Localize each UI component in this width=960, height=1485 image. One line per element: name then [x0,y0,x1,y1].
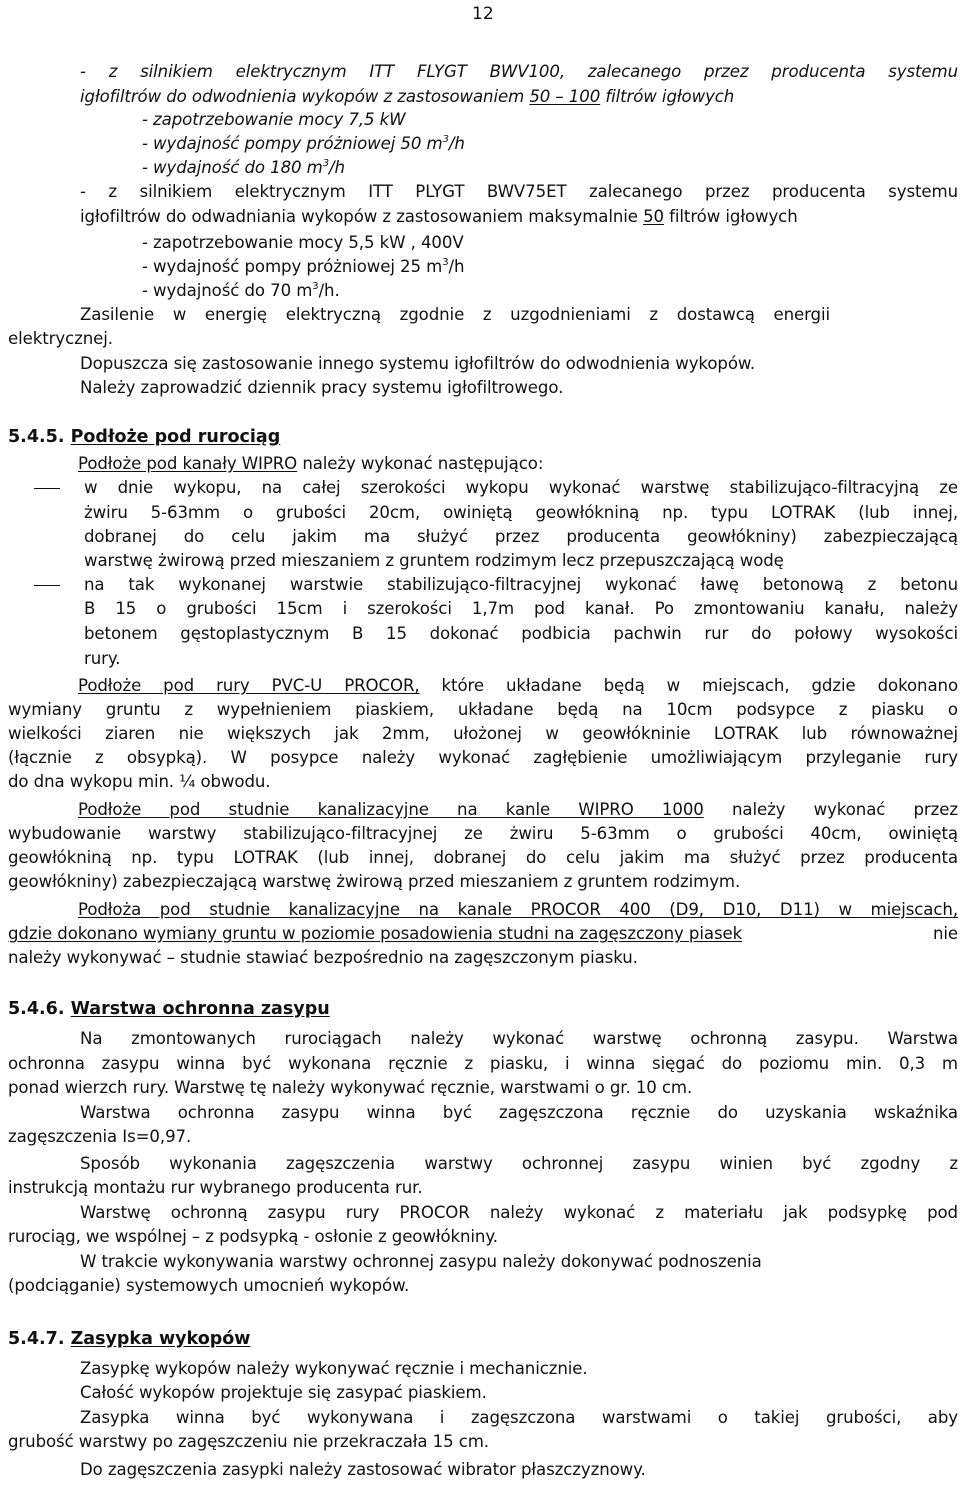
pump2-line1: - z silnikiem elektrycznym ITT PLYGT BWV75ET zalecanego przez producenta systemu [80,182,958,201]
s546-p4-l2: rurociąg, we wspólnej – z podsypką - osłonie z geowłókniny. [8,1227,498,1246]
s545-pvc-l1: Podłoże pod rury PVC-U PROCOR, które układane będą w miejscach, gdzie dokonano [78,676,958,695]
section-545-heading: 5.4.5. Podłoże pod rurociąg [8,427,281,447]
s545-wipro-l2: wybudowanie warstwy stabilizująco-filtracyjnej ze żwiru 5-63mm o grubości 40cm, owiniętą [8,824,958,843]
s546-p5-l2: (podciąganie) systemowych umocnień wykopów. [8,1276,410,1295]
s545-procor-l3: należy wykonywać – studnie stawiać bezpośrednio na zagęszczonym piasku. [8,948,638,967]
s545-b1-l2: żwiru 5-63mm o grubości 20cm, owiniętą geowłókniną np. typu LOTRAK (lub innej, [84,503,958,522]
s546-p3-l2: instrukcją montażu rur wybranego producenta rur. [8,1178,423,1197]
pump2-capacity: - wydajność do 70 $m^3/h$. [142,281,340,300]
section-547-heading: 5.4.7. Zasypka wykopów [8,1329,251,1349]
pump2-vacuum-capacity: - wydajność pompy próżniowej 25 $m^3/h$ [142,257,465,276]
s547-line1: Zasypkę wykopów należy wykonywać ręcznie i mechanicznie. [80,1359,588,1378]
bullet-dash [34,488,60,489]
s545-b2-l3: betonem gęstoplastycznym B 15 dokonać podbicia pachwin rur do połowy wysokości [84,624,958,643]
s545-pvc-l5: do dna wykopu min. ¼ obwodu. [8,772,271,791]
s547-line3: Zasypka winna być wykonywana i zagęszczona warstwami o takiej grubości, aby [80,1408,958,1427]
s546-p1-l1: Na zmontowanych rurociągach należy wykonać warstwę ochronną zasypu. Warstwa [80,1029,958,1048]
s545-pvc-l2: wymiany gruntu z wypełnieniem piaskiem, układane będą na 10cm podsypce z piasku o [8,700,958,719]
logbook-note: Należy zaprowadzić dziennik pracy systemu igłofiltrowego. [80,378,564,397]
pump1-capacity: - wydajność do 180 $m^3/h$ [142,158,345,177]
s547-line5: Do zagęszczenia zasypki należy zastosować wibrator płaszczyznowy. [80,1460,646,1479]
s546-p2-l1: Warstwa ochronna zasypu winna być zagęszczona ręcznie do uzyskania wskaźnika [80,1103,958,1122]
s545-b1-l3: dobranej do celu jakim ma służyć przez producenta geowłókniny) zabezpieczającą [84,527,958,546]
power-supply-line1: Zasilenie w energię elektryczną zgodnie z uzgodnieniami z dostawcą energii [80,305,830,324]
s547-line4: grubość warstwy po zagęszczeniu nie przekraczała 15 cm. [8,1432,489,1451]
s545-pvc-l3: wielkości ziaren nie większych jak 2mm, ułożonej w geowłókninie LOTRAK lub równoważnej [8,724,958,743]
s546-p4-l1: Warstwę ochronną zasypu rury PROCOR należy wykonać z materiału jak podsypkę pod [80,1203,958,1222]
s546-p1-l2: ochronna zasypu winna być wykonana ręcznie z piasku, i winna sięgać do poziomu min. 0,3 m [8,1054,958,1073]
s545-procor-l1: Podłoża pod studnie kanalizacyjne na kanale PROCOR 400 (D9, D10, D11) w miejscach, [78,900,958,919]
power-supply-line2: elektrycznej. [8,329,113,348]
alternative-system-note: Dopuszcza się zastosowanie innego systemu igłofiltrów do odwodnienia wykopów. [80,354,755,373]
s545-wipro-l4: geowłókniny) zabezpieczającą warstwę żwirową przed mieszaniem z gruntem rodzimym. [8,872,741,891]
s545-procor-l2: gdzie dokonano wymiany gruntu w poziomie posadowienia studni na zagęszczony piasek nie [8,924,958,943]
s545-intro: Podłoże pod kanały WIPRO należy wykonać następująco: [78,454,544,473]
bullet-dash [34,585,60,586]
s545-b1-l4: warstwę żwirową przed mieszaniem z gruntem rodzimym lecz przepuszczającą wodę [84,551,784,570]
section-546-heading: 5.4.6. Warstwa ochronna zasypu [8,999,330,1019]
s546-p5-l1: W trakcie wykonywania warstwy ochronnej zasypu należy dokonywać podnoszenia [80,1252,762,1271]
s545-b1-l1: w dnie wykopu, na całej szerokości wykopu wykonać warstwę stabilizująco-filtracyjną ze [84,478,958,497]
s546-p2-l2: zagęszczenia Is=0,97. [8,1127,192,1146]
s546-p3-l1: Sposób wykonania zagęszczenia warstwy ochronnej zasypu winien być zgodny z [80,1154,958,1173]
pump2-power: - zapotrzebowanie mocy 5,5 kW , 400V [142,233,464,252]
s547-line2: Całość wykopów projektuje się zasypać piaskiem. [80,1383,487,1402]
pump1-line2: igłofiltrów do odwodnienia wykopów z zastosowaniem 50 – 100 filtrów igłowych [80,87,735,106]
s545-wipro-l1: Podłoże pod studnie kanalizacyjne na kanle WIPRO 1000 należy wykonać przez [78,800,958,819]
s546-p1-l3: ponad wierzch rury. Warstwę tę należy wykonywać ręcznie, warstwami o gr. 10 cm. [8,1078,693,1097]
page-number: 12 [472,4,494,24]
s545-b2-l1: na tak wykonanej warstwie stabilizująco-filtracyjnej wykonać ławę betonową z betonu [84,575,958,594]
pump1-vacuum-capacity: - wydajność pompy próżniowej 50 $m^3/h$ [142,134,465,153]
s545-b2-l4: rury. [84,649,121,668]
s545-b2-l2: B 15 o grubości 15cm i szerokości 1,7m pod kanał. Po zmontowaniu kanału, należy [84,599,958,618]
s545-wipro-l3: geowłókniną np. typu LOTRAK (lub innej, dobranej do celu jakim ma służyć przez producenta [8,848,958,867]
s545-pvc-l4: (łącznie z obsypką). W posypce należy wykonać zagłębienie umożliwiającym przyleganie rury [8,748,958,767]
pump1-power: - zapotrzebowanie mocy 7,5 kW [142,110,406,129]
pump2-line2: igłofiltrów do odwadniania wykopów z zastosowaniem maksymalnie 50 filtrów igłowych [80,207,798,226]
pump1-line1: - z silnikiem elektrycznym ITT FLYGT BWV100, zalecanego przez producenta systemu [80,62,958,81]
